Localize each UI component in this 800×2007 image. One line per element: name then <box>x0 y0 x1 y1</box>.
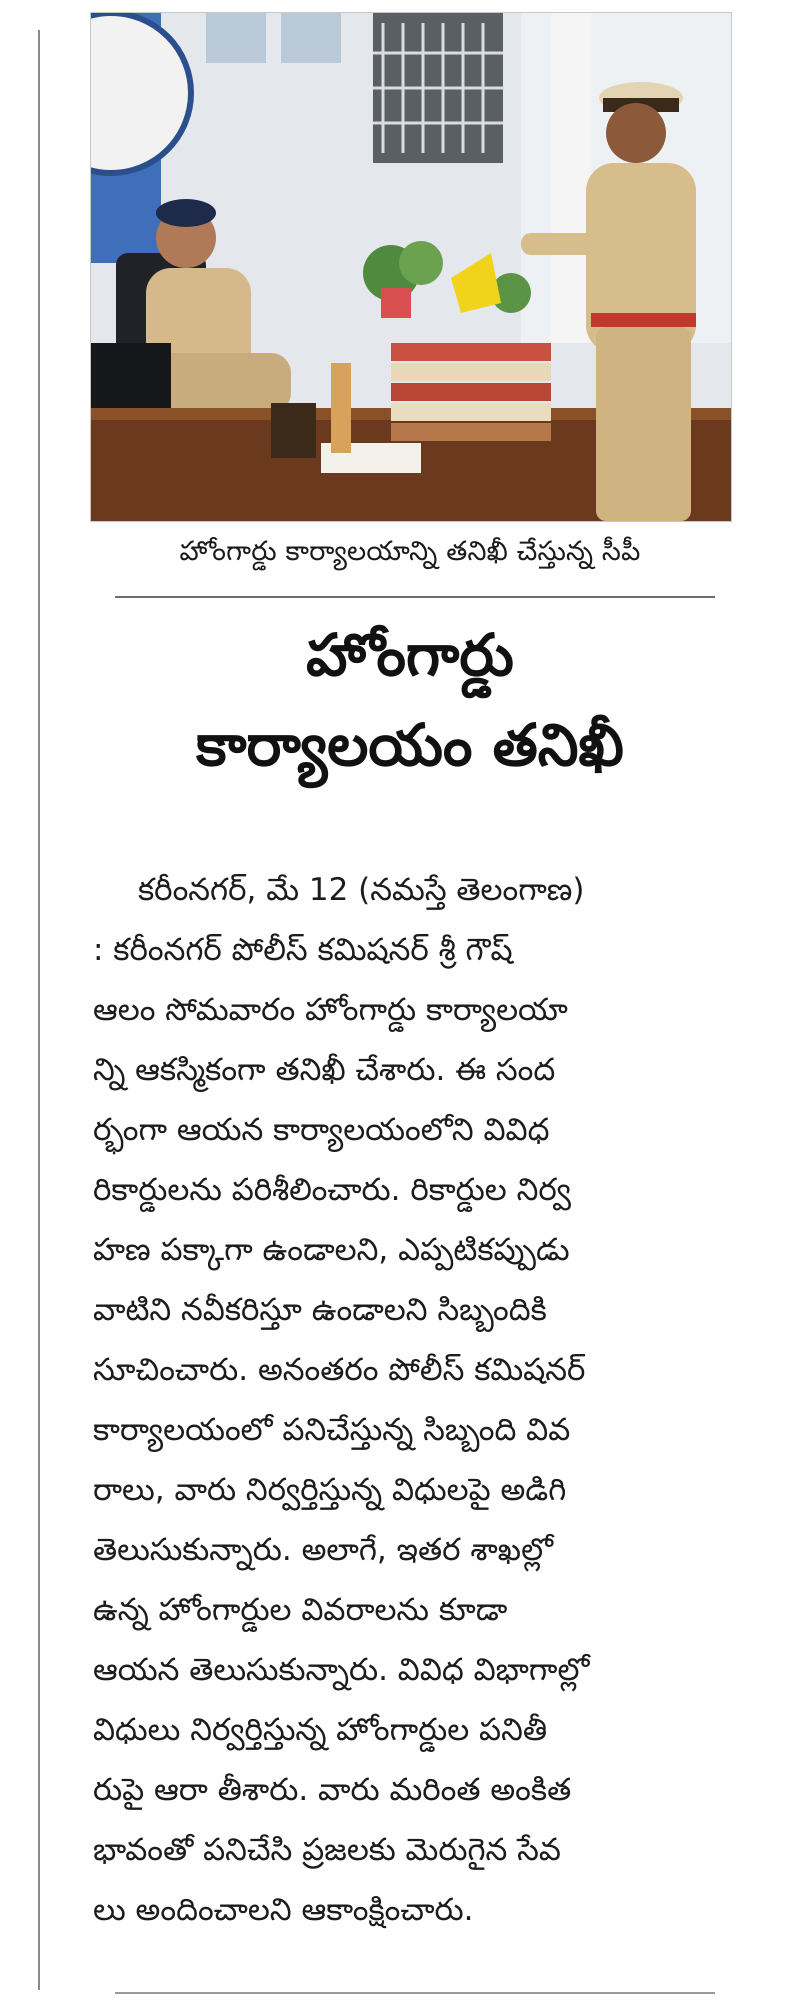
article-line: వాటిని నవీకరిస్తూ ఉండాలని సిబ్బందికి <box>93 1292 547 1328</box>
article-line: తెలుసుకున్నారు. అలాగే, ఇతర శాఖల్లో <box>93 1532 553 1568</box>
article-line: ర్భంగా ఆయన కార్యాలయంలోని వివిధ <box>93 1112 550 1148</box>
photo-caption: హోంగార్డు కార్యాలయాన్ని తనిఖీ చేస్తున్న సీపీ <box>179 536 641 567</box>
office-inspection-photo <box>91 13 731 521</box>
article-body <box>93 860 723 1940</box>
article-headline <box>85 610 735 790</box>
news-clipping <box>85 0 735 2007</box>
article-line: సూచించారు. అనంతరం పోలీస్ కమిషనర్ <box>93 1352 586 1388</box>
column-divider <box>38 30 40 1990</box>
bottom-divider <box>115 1992 715 1994</box>
article-line: విధులు నిర్వర్తిస్తున్న హోంగార్డుల పనితీ <box>93 1712 548 1748</box>
article-line: రుపై ఆరా తీశారు. వారు మరింత అంకిత <box>93 1772 572 1808</box>
article-line: ఉన్న హోంగార్డుల వివరాలను కూడా <box>93 1592 508 1628</box>
article-line: హణ పక్కాగా ఉండాలని, ఎప్పటికప్పుడు <box>93 1232 570 1268</box>
caption-divider <box>115 596 715 598</box>
article-line: ఆలం సోమవారం హోంగార్డు కార్యాలయా <box>93 992 568 1028</box>
article-line: ఆయన తెలుసుకున్నారు. వివిధ విభాగాల్లో <box>93 1652 590 1688</box>
news-photo <box>90 12 732 522</box>
article-line: కార్యాలయంలో పనిచేస్తున్న సిబ్బంది వివ <box>93 1412 571 1448</box>
article-line: రికార్డులను పరిశీలించారు. రికార్డుల నిర్వ <box>93 1172 571 1208</box>
article-line: రాలు, వారు నిర్వర్తిస్తున్న విధులపై అడిగి <box>93 1472 567 1508</box>
article-line: లు అందించాలని ఆకాంక్షించారు. <box>93 1892 474 1928</box>
headline-line-1: హోంగార్డు <box>306 621 514 689</box>
article-line: : కరీంనగర్ పోలీస్ కమిషనర్ శ్రీ గౌష్ <box>93 932 513 968</box>
article-line: న్ని ఆకస్మికంగా తనిఖీ చేశారు. ఈ సంద <box>93 1052 556 1088</box>
article-line: భావంతో పనిచేసి ప్రజలకు మెరుగైన సేవ <box>93 1832 561 1868</box>
headline-line-2: కార్యాలయం తనిఖీ <box>196 711 624 779</box>
article-line: కరీంనగర్, మే 12 (నమస్తే తెలంగాణ) <box>138 872 585 908</box>
